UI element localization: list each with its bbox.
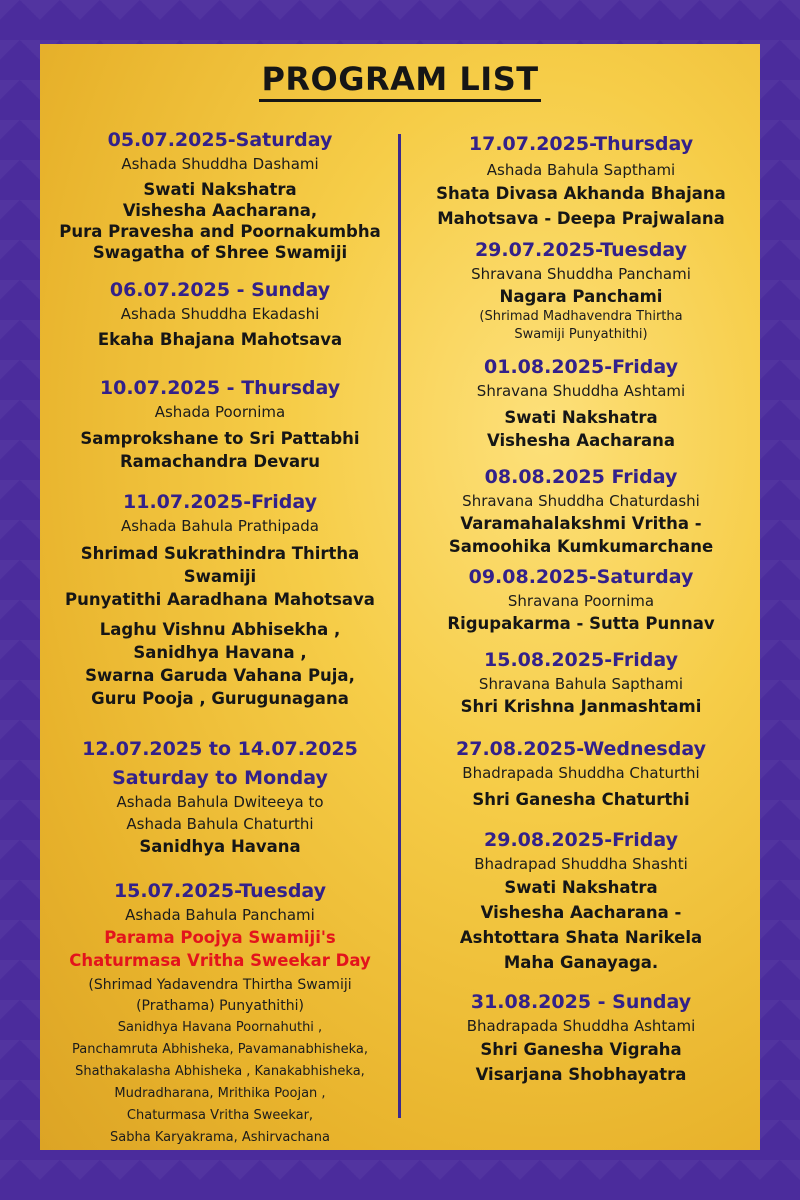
highlight-line: Parama Poojya Swamiji's — [104, 928, 336, 947]
event-tithi: Ashada Bahula Sapthami — [486, 161, 676, 179]
event-line: Sanidhya Havana , — [133, 643, 307, 662]
event-date: 29.08.2025-Friday — [484, 829, 678, 851]
event-27-08 — [404, 736, 758, 811]
event-line: Ramachandra Devaru — [119, 452, 321, 471]
event-tithi: Ashada Shuddha Ekadashi — [120, 305, 320, 323]
event-12-07 — [42, 736, 398, 858]
event-date: 27.08.2025-Wednesday — [456, 738, 706, 760]
event-line: Sanidhya Havana — [139, 837, 301, 856]
event-11-07 — [42, 489, 398, 710]
event-15-07 — [42, 878, 398, 1149]
event-line: Shrimad Sukrathindra Thirtha Swamiji — [80, 544, 360, 586]
event-line: Swati Nakshatra — [504, 408, 658, 427]
event-17-07 — [404, 131, 758, 231]
event-date: 11.07.2025-Friday — [123, 491, 317, 513]
event-15-08 — [404, 647, 758, 718]
event-31-08 — [404, 989, 758, 1087]
event-date: 10.07.2025 - Thursday — [99, 377, 341, 399]
event-tithi: Bhadrapad Shuddha Shashti — [474, 855, 688, 873]
event-line: Guru Pooja , Gurugunagana — [91, 689, 349, 708]
event-line: Shata Divasa Akhanda Bhajana — [436, 184, 726, 203]
event-line: Ekaha Bhajana Mahotsava — [97, 330, 343, 349]
left-column — [42, 127, 398, 1149]
event-line: Ashtottara Shata Narikela — [459, 928, 703, 947]
page-title-text: PROGRAM LIST — [259, 60, 540, 102]
event-09-08 — [404, 564, 758, 635]
event-note: (Shrimad Madhavendra Thirtha — [479, 309, 683, 324]
event-date: 29.07.2025-Tuesday — [474, 239, 688, 261]
event-line: Punyatithi Aaradhana Mahotsava — [65, 590, 375, 609]
event-tithi: Ashada Bahula Dwiteeya to — [116, 793, 324, 811]
event-tithi: Ashada Shuddha Dashami — [121, 155, 319, 173]
event-line: Shri Ganesha Vigraha — [480, 1040, 682, 1059]
event-date: 01.08.2025-Friday — [484, 356, 678, 378]
event-05-07 — [42, 127, 398, 263]
event-date: 15.08.2025-Friday — [484, 649, 678, 671]
event-tithi: Ashada Bahula Panchami — [125, 906, 315, 924]
event-tithi: Bhadrapada Shuddha Chaturthi — [462, 764, 700, 782]
event-line: Rigupakarma - Sutta Punnav — [447, 614, 715, 633]
event-line: Visarjana Shobhayatra — [475, 1065, 687, 1084]
event-29-07 — [404, 237, 758, 344]
event-date: 05.07.2025-Saturday — [107, 129, 333, 151]
event-line: Swarna Garuda Vahana Puja, — [85, 666, 355, 685]
ritual-line: Shathakalasha Abhisheka , Kanakabhisheka, — [75, 1064, 365, 1079]
event-date-range: Saturday to Monday — [112, 767, 328, 789]
event-line: Swati Nakshatra — [504, 878, 658, 897]
event-date: 31.08.2025 - Sunday — [470, 991, 692, 1013]
event-line: Swati Nakshatra — [143, 180, 297, 199]
event-date: 17.07.2025-Thursday — [468, 133, 694, 155]
event-08-08 — [404, 464, 758, 558]
event-line: Shri Krishna Janmashtami — [460, 697, 702, 716]
highlight-line: Chaturmasa Vritha Sweekar Day — [69, 951, 371, 970]
event-date: 06.07.2025 - Sunday — [109, 279, 331, 301]
event-line: Laghu Vishnu Abhisekha , — [99, 620, 341, 639]
event-tithi: Shravana Shuddha Panchami — [471, 265, 691, 283]
event-line: Varamahalakshmi Vritha - — [460, 514, 702, 533]
event-date: 12.07.2025 to 14.07.2025 — [82, 738, 358, 760]
event-tithi: Ashada Bahula Chaturthi — [126, 815, 314, 833]
ritual-line: Chaturmasa Vritha Sweekar, — [126, 1108, 314, 1123]
event-tithi: Shravana Bahula Sapthami — [478, 675, 684, 693]
event-date: 15.07.2025-Tuesday — [113, 880, 327, 902]
event-tithi: Shravana Poornima — [507, 592, 655, 610]
ritual-line: Mudradharana, Mrithika Poojan , — [114, 1086, 326, 1101]
event-line: Vishesha Aacharana, — [122, 201, 318, 220]
event-line: Maha Ganayaga. — [503, 953, 659, 972]
event-line: Samprokshane to Sri Pattabhi — [80, 429, 360, 448]
page-title — [0, 60, 800, 98]
event-tithi: Shravana Shuddha Ashtami — [476, 382, 686, 400]
event-29-08 — [404, 827, 758, 975]
event-tithi: Shravana Shuddha Chaturdashi — [462, 492, 700, 510]
event-line: Swagatha of Shree Swamiji — [92, 243, 348, 262]
event-line: Vishesha Aacharana - — [480, 903, 682, 922]
ritual-line: Panchamruta Abhisheka, Pavamanabhisheka, — [71, 1042, 369, 1057]
ritual-line: Sanidhya Havana Poornahuthi , — [117, 1020, 323, 1035]
event-tithi: Ashada Bahula Prathipada — [120, 517, 319, 535]
event-line: Pura Pravesha and Poornakumbha — [59, 222, 381, 241]
event-line: Mahotsava - Deepa Prajwalana — [437, 209, 725, 228]
event-date: 08.08.2025 Friday — [484, 466, 678, 488]
event-tithi: Ashada Poornima — [154, 403, 286, 421]
event-line: Nagara Panchami — [499, 287, 663, 306]
right-column — [404, 131, 758, 1087]
event-tithi: Bhadrapada Shuddha Ashtami — [466, 1017, 696, 1035]
event-note: Swamiji Punyathithi) — [514, 327, 648, 342]
column-divider — [398, 134, 401, 1118]
event-line: Samoohika Kumkumarchane — [448, 537, 714, 556]
event-line: Vishesha Aacharana — [486, 431, 676, 450]
ritual-line: Sabha Karyakrama, Ashirvachana — [110, 1130, 330, 1145]
event-line: Shri Ganesha Chaturthi — [472, 790, 690, 809]
event-06-07 — [42, 277, 398, 351]
event-date: 09.08.2025-Saturday — [468, 566, 694, 588]
event-note: (Prathama) Punyathithi) — [136, 998, 304, 1014]
event-note: (Shrimad Yadavendra Thirtha Swamiji — [88, 977, 352, 993]
event-10-07 — [42, 375, 398, 473]
event-01-08 — [404, 354, 758, 452]
